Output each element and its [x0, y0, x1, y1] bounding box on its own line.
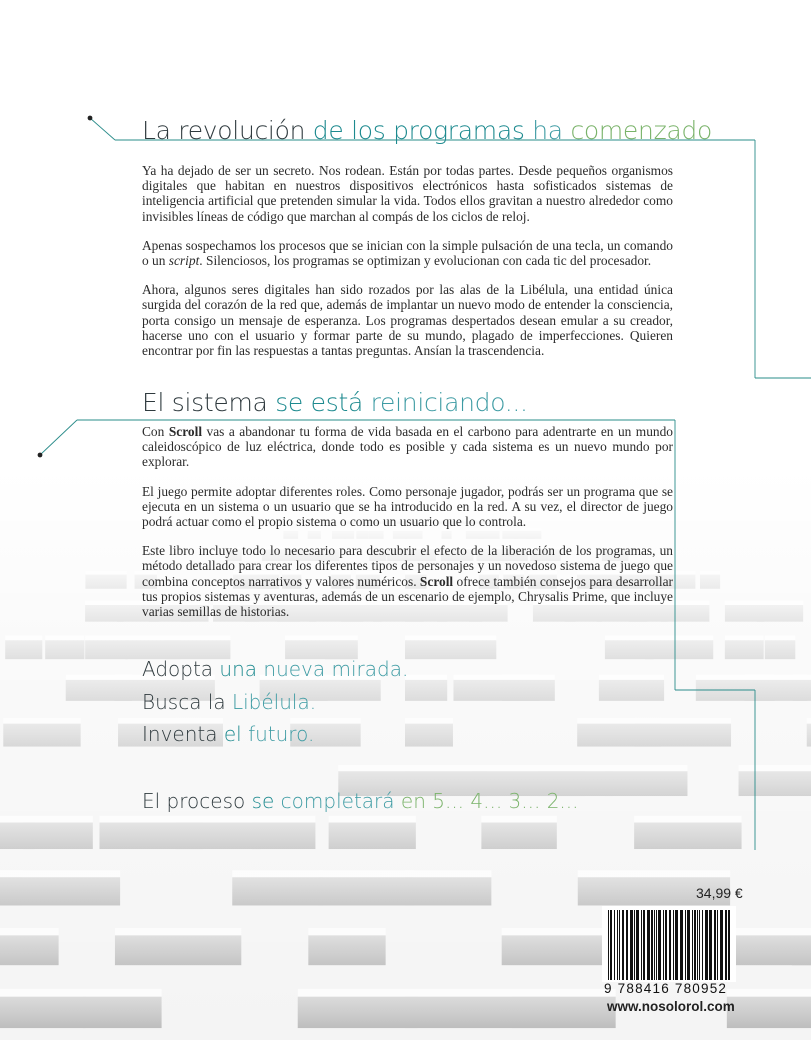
paragraph: Este libro incluye todo lo necesario para descubrir el efecto de la liberación de los programas, un método detallado para crear los diferentes tipos de personajes y un novedoso sistema de juego que combina conceptos narrativos y valores numéricos. Scroll ofrece también consejos para desarrollar tus propios sistemas y aventuras, además de un escenario de ejemplo, Chrysalis Prime, que incluye varias semillas de historias. — [142, 543, 673, 620]
barcode-bar — [714, 910, 716, 980]
barcode-bar — [673, 910, 674, 980]
section1-heading — [142, 116, 712, 145]
barcode-bar — [619, 910, 620, 980]
barcode-bar — [610, 910, 612, 980]
barcode-bar — [626, 910, 628, 980]
barcode-bar — [617, 910, 618, 980]
heading-part: El sistema — [142, 388, 268, 417]
barcode-bar — [697, 910, 698, 980]
barcode-bar — [685, 910, 686, 980]
paragraph: Apenas sospechamos los procesos que se inician con la simple pulsación de una tecla, un comando o un script. Silenciosos, los programas se optimizan y evolucionan con cada tic del procesador. — [142, 237, 673, 269]
barcode-bar — [717, 910, 718, 980]
isbn-number: 9 788416 780952 — [604, 981, 728, 996]
barcode-bar — [651, 910, 653, 980]
slogan-line-4: El proceso se completará en 5... 4... 3... 2... — [142, 789, 579, 813]
barcode-bar — [647, 910, 650, 980]
heading-part: reiniciando... — [362, 388, 528, 417]
barcode-bar — [643, 910, 645, 980]
paragraph: Ya ha dejado de ser un secreto. Nos rodean. Están por todas partes. Desde pequeños organismos digitales que habitan en nuestros dispositivos electrónicos hasta sofisticados sistemas de inteligencia artificial que pretenden simular la vida. Todos ellos gravitan a nuestro alrededor como invisibles líneas de código que marchan al compás de los ciclos de reloj. — [142, 163, 673, 224]
barcode-bar — [680, 910, 683, 980]
heading-part: comenzado — [562, 116, 712, 145]
barcode-bar — [665, 910, 667, 980]
heading-part: de los programas — [305, 116, 525, 145]
section2-heading — [142, 388, 528, 417]
paragraph: Con Scroll vas a abandonar tu forma de vida basada en el carbono para adentrarte en un mundo caleidoscópico de luz eléctrica, donde todo es posible y cada sistema es un nuevo mundo por explorar. — [142, 424, 674, 470]
barcode-bar — [687, 910, 690, 980]
barcode-bar — [630, 910, 633, 980]
price-label: 34,99 € — [696, 885, 743, 901]
barcode-bar — [608, 910, 609, 980]
barcode-bar — [728, 910, 730, 980]
slogan-line-1: Adopta una nueva mirada. — [142, 657, 409, 681]
paragraph: Ahora, algunos seres digitales han sido rozados por las alas de la Libélula, una entidad única surgida del corazón de la red que, además de implantar un nuevo modo de entender la consciencia, porta consigo un mensaje de esperanza. Los programas despertados desean emular a su creador, hacerse uno con el usuario y formar parte de su mundo, plagado de imperfecciones. Quieren encontrar por fin las respuestas a tantas preguntas. Ansían la trascendencia. — [142, 282, 673, 359]
heading-part: La revolución — [142, 116, 306, 145]
barcode-bar — [663, 910, 664, 980]
section1-body — [142, 163, 673, 372]
publisher-website[interactable]: www.nosolorol.com — [607, 999, 735, 1014]
barcode-bar — [699, 910, 700, 980]
barcode-bar — [654, 910, 655, 980]
slogan-line-3: Inventa el futuro. — [142, 722, 315, 746]
barcode-bar — [725, 910, 727, 980]
barcode-bar — [656, 910, 657, 980]
barcode-bar — [709, 910, 712, 980]
barcode-bar — [675, 910, 678, 980]
section2-body — [142, 424, 673, 633]
barcode-bar — [705, 910, 708, 980]
barcode-bar — [622, 910, 624, 980]
barcode-bar — [669, 910, 671, 980]
paragraph: El juego permite adoptar diferentes roles. Como personaje jugador, podrás ser un programa que se ejecuta en un sistema o un usuario que se ha introducido en la red. A su vez, el director de juego podrá actuar como el propio sistema o como un usuario que lo controla. — [142, 483, 673, 530]
heading-part: ha — [524, 116, 563, 145]
barcode-bar — [641, 910, 642, 980]
barcode-bar — [692, 910, 693, 980]
barcode-bar — [614, 910, 615, 980]
barcode-bar — [694, 910, 696, 980]
isbn-barcode — [602, 906, 736, 982]
barcode-bar — [702, 910, 703, 980]
barcode-bar — [720, 910, 723, 980]
heading-part: se está — [267, 388, 363, 417]
barcode-bar — [658, 910, 661, 980]
barcode-bar — [636, 910, 639, 980]
barcode-bar — [634, 910, 635, 980]
slogan-line-2: Busca la Libélula. — [142, 690, 317, 714]
